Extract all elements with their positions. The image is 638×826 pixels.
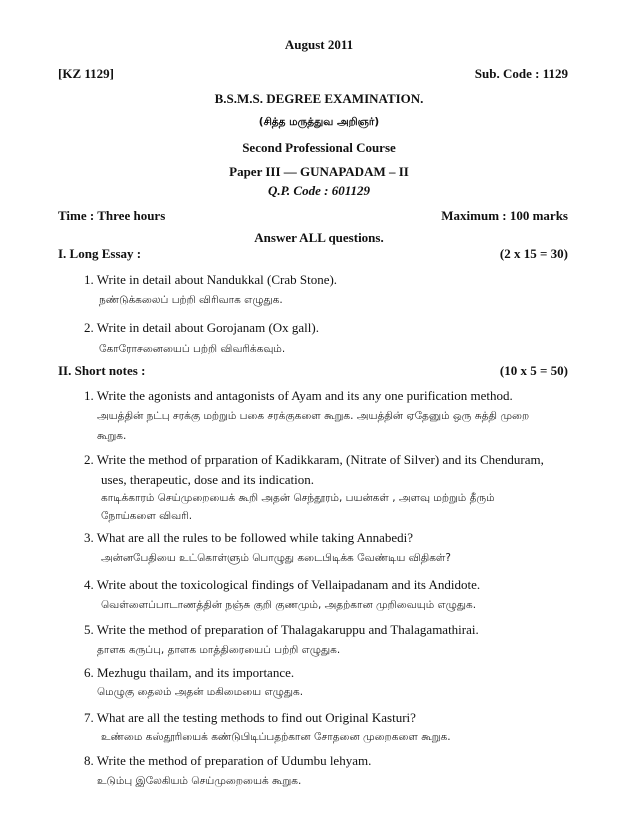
short-question-2-line1: 2. Write the method of prparation of Kadikkaram, (Nitrate of Silver) and its Chenduram,: [84, 452, 544, 467]
exam-title-tamil: (சித்த மருத்துவ அறிஞர்): [258, 116, 380, 128]
exam-time: Time : Three hours: [58, 208, 166, 223]
subject-code: Sub. Code : 1129: [474, 66, 568, 81]
short-question-3-tamil: அன்னபேதியை உட்கொள்ளும் பொழுது கடைபிடிக்க வேண்டிய விதிகள்?: [101, 552, 451, 564]
section-short-notes-title: II. Short notes :: [58, 363, 146, 378]
short-question-1: 1. Write the agonists and antagonists of Ayam and its any one purification method.: [84, 388, 513, 403]
short-question-3: 3. What are all the rules to be followed while taking Annabedi?: [84, 530, 413, 545]
paper-title: Paper III — GUNAPADAM – II: [229, 164, 409, 179]
exam-title: B.S.M.S. DEGREE EXAMINATION.: [214, 91, 424, 106]
short-question-5: 5. Write the method of preparation of Thalagakaruppu and Thalagamathirai.: [84, 622, 479, 637]
section-long-essay-title: I. Long Essay :: [58, 246, 142, 261]
short-question-7-tamil: உண்மை கஸ்தூரியைக் கண்டுபிடிப்பதற்கான சோதனை முறைகளை கூறுக.: [101, 731, 451, 743]
section-long-essay-marks: (2 x 15 = 30): [499, 246, 568, 261]
short-question-8-tamil: உடும்பு இலேகியம் செய்முறையைக் கூறுக.: [97, 775, 302, 787]
course-name: Second Professional Course: [242, 140, 396, 155]
instruction: Answer ALL questions.: [254, 230, 384, 245]
qp-code: Q.P. Code : 601129: [268, 183, 370, 198]
short-question-2-line2: uses, therapeutic, dose and its indication.: [101, 472, 315, 487]
short-question-7: 7. What are all the testing methods to find out Original Kasturi?: [84, 710, 416, 725]
paper-code: [KZ 1129]: [58, 66, 114, 81]
short-question-4-tamil: வெள்ளைப்பாடாணத்தின் நஞ்சு குறி குணமும், அதற்கான முறிவையும் எழுதுக.: [101, 599, 477, 611]
short-question-2-tamil-line2: நோய்களை விவரி.: [101, 510, 193, 522]
short-question-6-tamil: மெழுகு தைலம் அதன் மகிமையை எழுதுக.: [97, 686, 304, 698]
short-question-8: 8. Write the method of preparation of Udumbu lehyam.: [84, 753, 372, 768]
long-question-2-tamil: கோரோசனையைப் பற்றி விவரிக்கவும்.: [99, 343, 286, 355]
long-question-1: 1. Write in detail about Nandukkal (Crab Stone).: [84, 272, 338, 287]
short-question-4: 4. Write about the toxicological findings of Vellaipadanam and its Andidote.: [84, 577, 481, 592]
short-question-1-tamil-line2: கூறுக.: [97, 430, 127, 442]
long-question-1-tamil: நண்டுக்கலைப் பற்றி விரிவாக எழுதுக.: [99, 294, 283, 306]
short-question-2-tamil-line1: காடிக்காரம் செய்முறையைக் கூறி அதன் செந்தூரம், பயன்கள் , அளவு மற்றும் தீரும்: [101, 492, 495, 504]
short-question-5-tamil: தாளக கருப்பு, தாளக மாத்திரையைப் பற்றி எழுதுக.: [97, 644, 341, 656]
exam-date: August 2011: [284, 37, 354, 52]
short-question-1-tamil-line1: அயத்தின் நட்பு சரக்கு மற்றும் பகை சரக்குகளை கூறுக. அயத்தின் ஏதேனும் ஒரு சுத்தி முறை: [97, 410, 530, 422]
short-question-6: 6. Mezhugu thailam, and its importance.: [84, 665, 295, 680]
section-short-notes-marks: (10 x 5 = 50): [499, 363, 568, 378]
long-question-2: 2. Write in detail about Gorojanam (Ox gall).: [84, 320, 319, 335]
max-marks: Maximum : 100 marks: [441, 208, 568, 223]
